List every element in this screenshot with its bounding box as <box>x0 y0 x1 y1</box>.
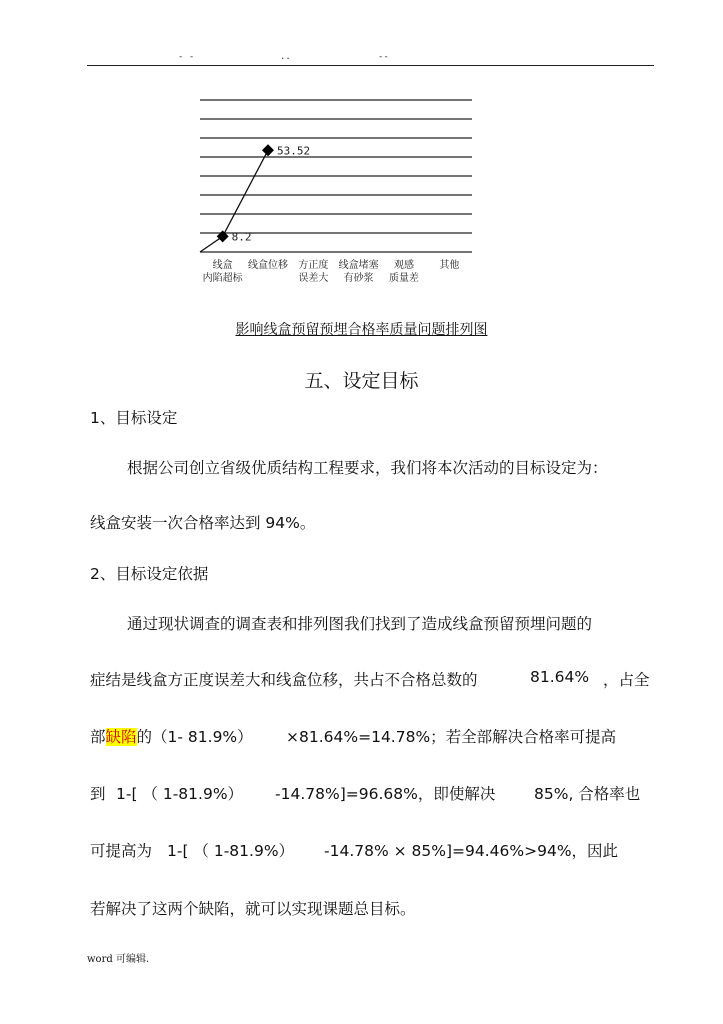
footer-note: word 可编辑. <box>87 954 150 965</box>
text-run: 部 <box>90 728 106 746</box>
paragraph-line: 若解决了这两个缺陷，就可以实现课题总目标。 <box>90 900 416 918</box>
section-title: 五、设定目标 <box>304 370 419 392</box>
data-point-marker <box>217 230 229 242</box>
category-tick-label: 方正度误差大 <box>298 260 329 284</box>
subheading-basis: 2、目标设定依据 <box>90 565 209 583</box>
text-run: ×81.64%=14.78%；若全部解决合格率可提高 <box>286 728 617 746</box>
text-run: 85%, 合格率也 <box>534 785 641 803</box>
header-mark: -- <box>378 52 389 62</box>
text-run: 的（1- 81.9%） <box>136 728 253 746</box>
category-tick-label: 其他 <box>439 260 460 271</box>
text-run: -14.78% × 85%]=94.46%>94%，因此 <box>324 842 619 860</box>
chart-caption: 影响线盒预留预埋合格率质量问题排列图 <box>235 322 488 338</box>
highlighted-word: 缺陷 <box>105 728 137 746</box>
paragraph-line <box>90 725 253 747</box>
paragraph-line: 线盒安装一次合格率达到 94%。 <box>90 514 316 532</box>
pareto-chart <box>190 92 490 292</box>
data-point-marker <box>262 144 274 156</box>
text-run: 1-[ （ 1-81.9%） <box>167 842 295 860</box>
subheading-goal: 1、目标设定 <box>90 409 178 427</box>
text-run: 81.64% <box>530 668 590 686</box>
header-mark: - - <box>178 52 195 62</box>
header-mark: .. <box>280 52 291 62</box>
category-tick-label: 观感质量差 <box>389 260 419 284</box>
text-run: 症结是线盒方正度误差大和线盒位移，共占不合格总数的 <box>90 671 478 689</box>
paragraph-line <box>90 668 478 690</box>
category-tick-label: 线盒内陷超标 <box>202 260 243 284</box>
data-label: 53.52 <box>277 144 311 158</box>
category-tick-label: 线盒位移 <box>248 260 288 271</box>
text-run: 可提高为 <box>90 842 153 860</box>
data-label: 8.2 <box>231 230 252 244</box>
text-run: -14.78%]=96.68%，即使解决 <box>275 785 496 803</box>
header-rule <box>87 65 654 66</box>
text-run: ，占全 <box>603 671 650 689</box>
paragraph-line: 根据公司创立省级优质结构工程要求，我们将本次活动的目标设定为： <box>127 459 608 477</box>
paragraph-line: 通过现状调查的调查表和排列图我们找到了造成线盒预留预埋问题的 <box>127 615 593 633</box>
text-run: 1-[ （ 1-81.9%） <box>116 785 244 803</box>
category-tick-label: 线盒堵塞有砂浆 <box>338 260 379 284</box>
text-run: 到 <box>90 785 106 803</box>
